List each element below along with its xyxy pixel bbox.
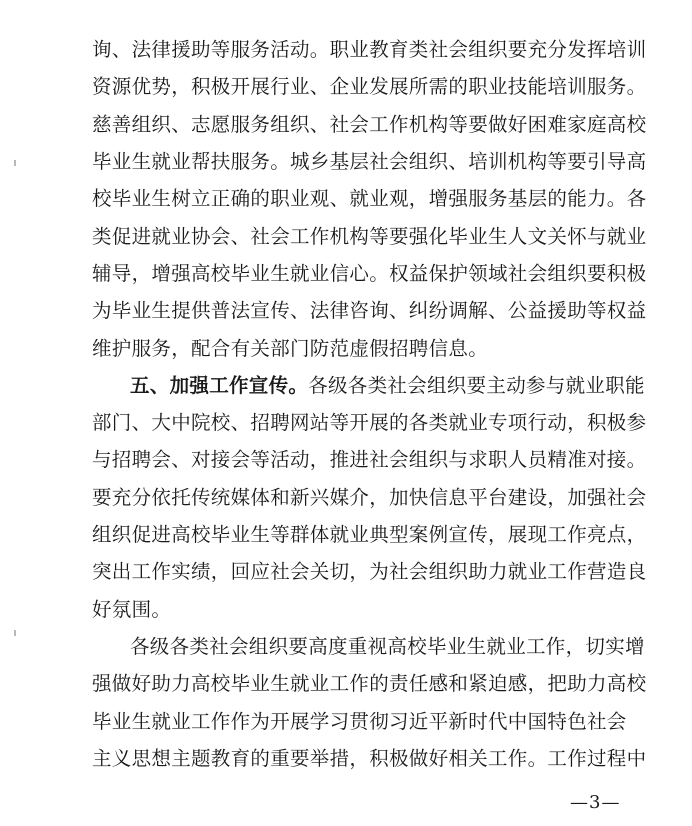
- paragraph-line: 突出工作实绩，回应社会关切，为社会组织助力就业工作营造良: [92, 560, 647, 583]
- page-number: —3—: [570, 792, 621, 813]
- paragraph-line: 毕业生就业帮扶服务。城乡基层社会组织、培训机构等要引导高: [92, 150, 647, 173]
- paragraph-line: 主义思想主题教育的重要举措，积极做好相关工作。工作过程中: [92, 747, 647, 770]
- paragraph-line: 强做好助力高校毕业生就业工作的责任感和紧迫感，把助力高校: [92, 672, 647, 695]
- paragraph-line: 为毕业生提供普法宣传、法律咨询、纠纷调解、公益援助等权益: [92, 299, 647, 322]
- margin-mark: [14, 160, 16, 166]
- paragraph-line: 慈善组织、志愿服务组织、社会工作机构等要做好困难家庭高校: [92, 113, 647, 136]
- paragraph-line: 校毕业生树立正确的职业观、就业观，增强服务基层的能力。各: [92, 187, 647, 210]
- paragraph-line: 维护服务，配合有关部门防范虚假招聘信息。: [92, 337, 489, 360]
- paragraph-line: 资源优势，积极开展行业、企业发展所需的职业技能培训服务。: [92, 75, 647, 98]
- paragraph-line: 组织促进高校毕业生等群体就业典型案例宣传，展现工作亮点，: [92, 523, 647, 546]
- paragraph-line: 好氛围。: [92, 598, 172, 621]
- paragraph-line: 毕业生就业工作作为开展学习贯彻习近平新时代中国特色社会: [92, 710, 627, 733]
- paragraph-line: 类促进就业协会、社会工作机构等要强化毕业生人文关怀与就业: [92, 225, 647, 248]
- section-heading-text: 各级各类社会组织要主动参与就业职能: [308, 374, 645, 397]
- paragraph-line: 询、法律援助等服务活动。职业教育类社会组织要充分发挥培训: [92, 38, 647, 61]
- section-heading: 五、加强工作宣传。: [130, 374, 309, 397]
- paragraph-line: 要充分依托传统媒体和新兴媒介，加快信息平台建设，加强社会: [92, 486, 647, 509]
- paragraph-line: 各级各类社会组织要高度重视高校毕业生就业工作，切实增: [130, 635, 645, 658]
- paragraph-line: 辅导，增强高校毕业生就业信心。权益保护领域社会组织要积极: [92, 262, 647, 285]
- paragraph-line: 与招聘会、对接会等活动，推进社会组织与求职人员精准对接。: [92, 448, 647, 471]
- paragraph-line: 部门、大中院校、招聘网站等开展的各类就业专项行动，积极参: [92, 411, 647, 434]
- margin-mark: [14, 630, 16, 636]
- section-heading-line: [130, 369, 645, 403]
